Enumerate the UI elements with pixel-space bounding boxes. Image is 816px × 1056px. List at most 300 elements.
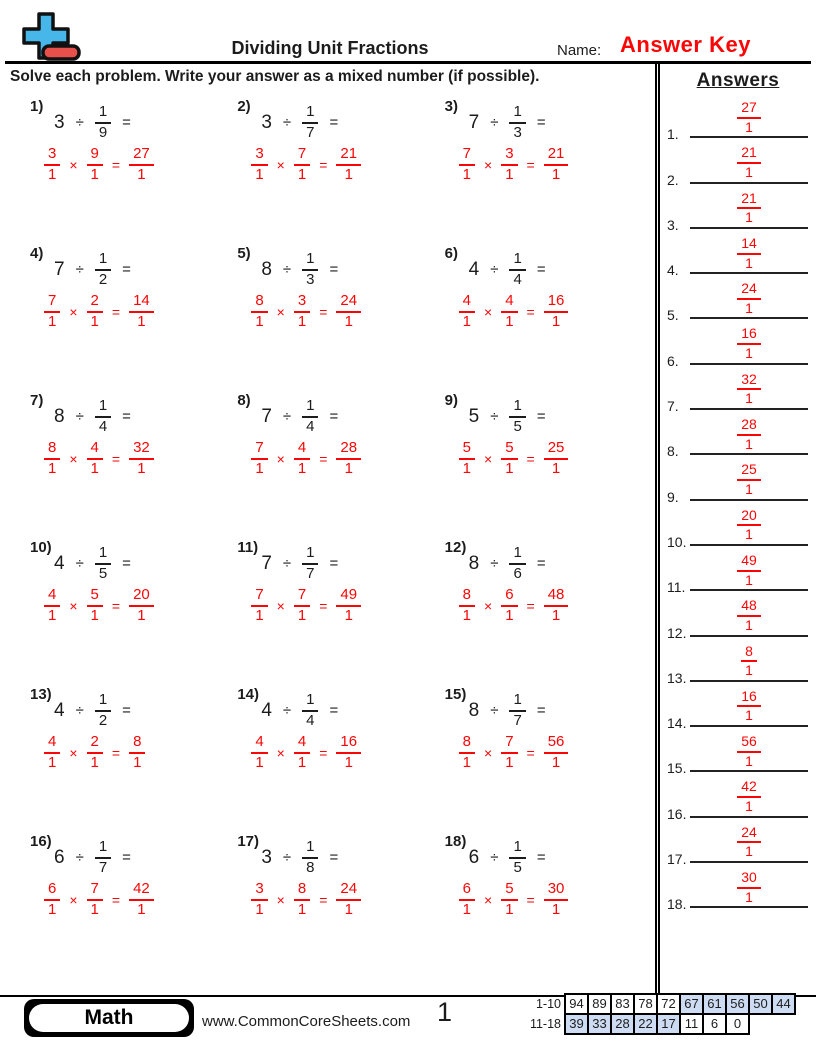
problem-item <box>237 680 444 827</box>
work-f2-numerator: 8 <box>294 881 310 901</box>
work-result-numerator: 20 <box>129 587 154 607</box>
divisor-fraction <box>302 692 318 730</box>
work-fraction-2 <box>87 881 103 919</box>
work-result-fraction <box>336 293 361 331</box>
answer-fraction <box>737 779 761 814</box>
problem-number: 5) <box>237 245 251 262</box>
answer-numerator: 24 <box>737 281 761 300</box>
answer-work <box>459 587 569 625</box>
equals-sign: = <box>536 849 546 867</box>
work-fraction-1 <box>459 881 475 919</box>
work-result-denominator: 1 <box>551 312 561 330</box>
work-fraction-1 <box>44 440 60 478</box>
divide-sign: ÷ <box>75 261 84 279</box>
answer-work <box>459 293 569 331</box>
score-cell: 94 <box>564 993 589 1015</box>
work-f2-numerator: 4 <box>294 734 310 754</box>
problem-number: 8) <box>237 392 251 409</box>
equals-sign: = <box>111 744 121 761</box>
answer-denominator: 1 <box>745 752 753 769</box>
divisor-fraction <box>302 545 318 583</box>
answer-fraction <box>741 644 757 679</box>
equals-sign: = <box>536 555 546 573</box>
work-f2-numerator: 4 <box>294 440 310 460</box>
work-result-numerator: 30 <box>544 881 569 901</box>
problem-item <box>30 92 237 239</box>
work-result-fraction <box>129 440 154 478</box>
divide-sign: ÷ <box>490 114 499 132</box>
work-f2-numerator: 7 <box>294 146 310 166</box>
website-text: www.CommonCoreSheets.com <box>202 1013 411 1030</box>
divisor-denominator: 3 <box>306 270 315 288</box>
answer-blank-line <box>690 372 808 410</box>
score-row-1 <box>528 993 796 1015</box>
page-number: 1 <box>437 997 453 1027</box>
divisor-denominator: 5 <box>513 858 522 876</box>
answer-item <box>660 324 816 369</box>
work-result-numerator: 24 <box>336 881 361 901</box>
dividend: 6 <box>468 846 480 868</box>
problem-number: 16) <box>30 833 52 850</box>
work-fraction-2 <box>87 440 103 478</box>
equals-sign: = <box>319 303 328 320</box>
answer-number: 16. <box>667 805 687 822</box>
work-f1-numerator: 3 <box>44 146 60 166</box>
problem-expression <box>261 692 338 730</box>
work-f2-numerator: 2 <box>87 734 103 754</box>
work-result-fraction <box>544 734 569 772</box>
answer-fraction <box>737 281 761 316</box>
divisor-fraction <box>509 398 525 436</box>
dividend: 8 <box>468 552 480 574</box>
work-result-fraction <box>129 881 154 919</box>
multiply-sign: × <box>484 891 493 908</box>
work-result-fraction <box>336 734 361 772</box>
problem-expression <box>261 545 338 583</box>
work-fraction-2 <box>501 146 517 184</box>
work-fraction-1 <box>251 440 267 478</box>
divisor-denominator: 6 <box>513 564 522 582</box>
dividend: 8 <box>54 405 65 427</box>
problem-expression <box>469 398 546 436</box>
work-result-numerator: 56 <box>544 734 569 754</box>
problem-item <box>445 239 652 386</box>
problem-item <box>237 386 444 533</box>
work-f2-denominator: 1 <box>297 459 307 477</box>
score-cell: 28 <box>610 1013 635 1035</box>
score-cell: 83 <box>610 993 635 1015</box>
work-f1-denominator: 1 <box>255 753 264 771</box>
work-f1-denominator: 1 <box>462 312 471 330</box>
answer-item <box>660 415 816 460</box>
answer-numerator: 28 <box>737 417 761 436</box>
divide-sign: ÷ <box>282 702 292 720</box>
answer-number: 13. <box>667 669 687 686</box>
work-f2-denominator: 1 <box>90 900 99 918</box>
work-f2-denominator: 1 <box>505 900 514 918</box>
answer-blank-line <box>690 145 808 183</box>
work-f1-numerator: 6 <box>459 881 475 901</box>
divisor-fraction <box>509 839 525 877</box>
score-cell: 22 <box>633 1013 658 1035</box>
answer-fraction <box>737 553 761 588</box>
divide-sign: ÷ <box>75 114 84 132</box>
divisor-fraction <box>302 398 318 436</box>
score-cell: 72 <box>656 993 681 1015</box>
work-fraction-1 <box>44 881 60 919</box>
dividend: 6 <box>54 846 65 868</box>
problem-number: 10) <box>30 539 52 556</box>
equals-sign: = <box>122 408 131 426</box>
answer-item <box>660 777 816 822</box>
problem-item <box>445 386 652 533</box>
score-cell: 78 <box>633 993 658 1015</box>
multiply-sign: × <box>484 450 493 467</box>
work-f1-denominator: 1 <box>48 606 57 624</box>
problem-expression <box>261 251 338 289</box>
score-cell: 67 <box>679 993 704 1015</box>
problem-item <box>445 533 652 680</box>
problem-expression <box>469 251 546 289</box>
answer-work <box>44 734 145 772</box>
work-f1-numerator: 3 <box>251 146 267 166</box>
divisor-numerator: 1 <box>509 839 525 859</box>
multiply-sign: × <box>276 156 285 173</box>
score-cell: 6 <box>702 1013 727 1035</box>
work-f2-denominator: 1 <box>505 606 514 624</box>
work-result-numerator: 21 <box>336 146 361 166</box>
work-result-numerator: 32 <box>129 440 154 460</box>
work-fraction-2 <box>87 293 103 331</box>
divide-sign: ÷ <box>490 702 499 720</box>
work-result-fraction <box>544 146 569 184</box>
answer-numerator: 20 <box>737 508 761 527</box>
answer-denominator: 1 <box>745 435 753 452</box>
score-row2-label: 11-18 <box>529 1017 561 1031</box>
divisor-numerator: 1 <box>95 398 111 418</box>
divisor-denominator: 7 <box>306 564 315 582</box>
divisor-fraction <box>302 251 318 289</box>
divisor-denominator: 9 <box>98 123 108 141</box>
answer-numerator: 24 <box>737 825 761 844</box>
work-fraction-2 <box>294 146 310 184</box>
work-fraction-2 <box>87 734 103 772</box>
equals-sign: = <box>319 891 328 908</box>
work-f2-numerator: 2 <box>87 293 103 313</box>
work-f2-numerator: 3 <box>501 146 517 166</box>
work-f1-denominator: 1 <box>48 753 57 771</box>
answer-item <box>660 687 816 732</box>
answer-numerator: 14 <box>737 236 761 255</box>
answer-denominator: 1 <box>745 209 753 226</box>
work-result-denominator: 1 <box>137 900 146 918</box>
equals-sign: = <box>111 891 121 908</box>
problem-expression <box>54 251 131 289</box>
problem-number: 9) <box>444 392 458 409</box>
work-f2-denominator: 1 <box>90 753 99 771</box>
problems-grid <box>30 92 652 974</box>
work-f1-numerator: 4 <box>44 734 60 754</box>
score-row-2 <box>528 1013 796 1035</box>
divisor-denominator: 3 <box>513 123 522 141</box>
work-result-numerator: 14 <box>129 293 154 313</box>
answer-numerator: 42 <box>737 779 761 798</box>
work-f2-numerator: 5 <box>501 440 517 460</box>
answers-list <box>660 98 816 913</box>
equals-sign: = <box>526 891 535 908</box>
answer-item <box>660 506 816 551</box>
work-result-fraction <box>544 440 569 478</box>
work-f1-numerator: 3 <box>251 881 267 901</box>
problem-item <box>237 827 444 974</box>
problem-expression <box>469 104 546 142</box>
answer-fraction <box>737 145 761 180</box>
work-f1-numerator: 4 <box>459 293 475 313</box>
work-f2-numerator: 4 <box>87 440 103 460</box>
page-title: Dividing Unit Fractions <box>231 38 429 58</box>
divisor-fraction <box>509 545 525 583</box>
work-result-numerator: 24 <box>336 293 361 313</box>
answer-item <box>660 460 816 505</box>
problem-expression <box>469 692 546 730</box>
answer-numerator: 16 <box>737 689 761 708</box>
divisor-numerator: 1 <box>95 104 111 124</box>
dividend: 7 <box>468 111 480 133</box>
divisor-denominator: 7 <box>513 711 522 729</box>
equals-sign: = <box>536 261 546 279</box>
work-f1-numerator: 5 <box>459 440 475 460</box>
divisor-denominator: 7 <box>98 858 108 876</box>
work-f1-denominator: 1 <box>462 753 471 771</box>
equals-sign: = <box>526 597 535 614</box>
answer-item <box>660 732 816 777</box>
divisor-denominator: 5 <box>513 417 522 435</box>
answer-number: 5. <box>667 307 679 324</box>
work-f1-denominator: 1 <box>255 165 264 183</box>
work-fraction-1 <box>459 293 475 331</box>
equals-sign: = <box>526 303 535 320</box>
work-f2-denominator: 1 <box>297 606 307 624</box>
work-f1-denominator: 1 <box>462 165 471 183</box>
answer-denominator: 1 <box>745 163 753 180</box>
divisor-numerator: 1 <box>509 545 525 565</box>
multiply-sign: × <box>69 156 78 173</box>
equals-sign: = <box>329 849 339 867</box>
answer-number: 9. <box>667 488 679 505</box>
answers-panel <box>655 62 816 995</box>
answer-denominator: 1 <box>745 526 753 543</box>
problem-item <box>30 239 237 386</box>
divisor-numerator: 1 <box>509 251 525 271</box>
answer-denominator: 1 <box>745 254 753 271</box>
answers-heading: Answers <box>696 70 780 91</box>
dividend: 3 <box>261 846 272 868</box>
work-result-denominator: 1 <box>551 753 561 771</box>
work-result-denominator: 1 <box>137 606 146 624</box>
answer-work <box>251 881 361 919</box>
work-f1-denominator: 1 <box>255 312 264 330</box>
problem-item <box>445 680 652 827</box>
answer-blank-line <box>690 191 808 229</box>
problem-number: 15) <box>444 686 467 703</box>
problem-item <box>30 680 237 827</box>
multiply-sign: × <box>69 450 78 467</box>
work-fraction-1 <box>459 440 475 478</box>
answer-number: 6. <box>667 352 679 369</box>
answer-blank-line <box>690 598 808 636</box>
multiply-sign: × <box>276 597 285 614</box>
answer-work <box>459 146 569 184</box>
instruction-text: Solve each problem. Write your answer as a mixed number (if possible). <box>10 68 540 85</box>
equals-sign: = <box>122 555 131 573</box>
answer-number: 7. <box>667 398 679 415</box>
multiply-sign: × <box>69 303 78 320</box>
answer-denominator: 1 <box>745 481 753 497</box>
answer-number: 8. <box>667 443 679 460</box>
answer-work <box>251 146 361 184</box>
answer-denominator: 1 <box>745 798 753 815</box>
work-f1-denominator: 1 <box>462 606 471 624</box>
score-table <box>528 993 796 1035</box>
work-result-fraction <box>544 293 569 331</box>
answer-number: 4. <box>667 262 679 279</box>
work-result-numerator: 25 <box>544 440 569 460</box>
problem-expression <box>54 839 131 877</box>
divisor-denominator: 4 <box>513 270 522 288</box>
work-fraction-2 <box>501 293 517 331</box>
answer-fraction <box>737 462 761 497</box>
answer-item <box>660 143 816 188</box>
work-f1-numerator: 4 <box>251 734 267 754</box>
problem-number: 18) <box>444 833 467 850</box>
problem-item <box>237 92 444 239</box>
work-f1-numerator: 7 <box>44 293 60 313</box>
divisor-numerator: 1 <box>509 104 525 124</box>
work-result-denominator: 1 <box>137 459 146 477</box>
work-result-numerator: 21 <box>544 146 569 166</box>
answer-fraction <box>737 417 761 452</box>
equals-sign: = <box>526 744 535 761</box>
work-result-denominator: 1 <box>551 606 561 624</box>
problem-number: 14) <box>237 686 260 703</box>
work-f2-numerator: 7 <box>501 734 517 754</box>
answer-fraction <box>737 870 761 905</box>
divide-sign: ÷ <box>75 702 84 720</box>
dividend: 7 <box>54 258 65 280</box>
answer-number: 18. <box>667 896 687 913</box>
score-cell: 44 <box>771 993 796 1015</box>
divide-sign: ÷ <box>282 849 292 867</box>
divisor-numerator: 1 <box>302 104 318 124</box>
answer-denominator: 1 <box>745 345 753 362</box>
work-result-denominator: 1 <box>137 312 146 330</box>
problem-expression <box>54 545 131 583</box>
answer-numerator: 32 <box>737 372 761 391</box>
divisor-numerator: 1 <box>95 545 111 565</box>
answer-blank-line <box>690 462 808 500</box>
work-f1-denominator: 1 <box>255 900 264 918</box>
problem-number: 17) <box>237 833 260 850</box>
answer-item <box>660 823 816 868</box>
multiply-sign: × <box>484 303 493 320</box>
answer-key-label: Answer Key <box>620 32 751 57</box>
answer-item <box>660 189 816 234</box>
equals-sign: = <box>526 156 535 173</box>
work-f2-denominator: 1 <box>505 165 514 183</box>
divisor-fraction <box>509 692 525 730</box>
answer-fraction <box>737 689 761 724</box>
divisor-numerator: 1 <box>95 692 111 712</box>
answer-work <box>44 293 154 331</box>
work-f2-numerator: 5 <box>501 881 517 901</box>
answer-number: 10. <box>667 533 687 550</box>
answer-blank-line <box>690 689 808 727</box>
answer-numerator: 27 <box>737 100 761 119</box>
divisor-numerator: 1 <box>302 545 318 565</box>
score-cell: 11 <box>679 1013 704 1035</box>
answer-fraction <box>737 100 761 135</box>
multiply-sign: × <box>276 303 285 320</box>
problem-item <box>30 386 237 533</box>
divisor-numerator: 1 <box>509 398 525 418</box>
answer-item <box>660 868 816 913</box>
answer-numerator: 49 <box>737 553 761 572</box>
problem-expression <box>54 104 131 142</box>
plus-minus-logo-icon <box>16 6 88 67</box>
equals-sign: = <box>536 702 546 720</box>
work-fraction-1 <box>459 587 475 625</box>
work-result-denominator: 1 <box>137 165 146 183</box>
answer-item <box>660 234 816 279</box>
work-fraction-2 <box>294 734 310 772</box>
answer-number: 3. <box>667 216 679 233</box>
equals-sign: = <box>319 597 328 614</box>
work-result-fraction <box>129 146 154 184</box>
work-f1-denominator: 1 <box>462 900 471 918</box>
work-fraction-2 <box>294 587 310 625</box>
work-result-denominator: 1 <box>344 165 353 183</box>
work-result-fraction <box>336 587 361 625</box>
dividend: 8 <box>261 258 272 280</box>
work-fraction-1 <box>44 734 60 772</box>
problem-item <box>237 533 444 680</box>
answer-blank-line <box>690 281 808 319</box>
work-fraction-2 <box>294 881 310 919</box>
problem-number: 11) <box>237 539 259 556</box>
dividend: 4 <box>54 699 65 721</box>
answer-fraction <box>737 598 761 633</box>
work-fraction-2 <box>294 293 310 331</box>
score-cell: 50 <box>748 993 773 1015</box>
divisor-numerator: 1 <box>302 251 318 271</box>
divide-sign: ÷ <box>75 849 84 867</box>
work-f2-numerator: 5 <box>87 587 103 607</box>
equals-sign: = <box>111 156 121 173</box>
work-result-denominator: 1 <box>344 312 353 330</box>
answer-fraction <box>737 734 761 769</box>
equals-sign: = <box>122 702 131 720</box>
work-f2-numerator: 3 <box>294 293 310 313</box>
answer-work <box>44 587 154 625</box>
work-f1-numerator: 8 <box>44 440 60 460</box>
divisor-denominator: 4 <box>98 417 108 435</box>
divisor-fraction <box>302 104 318 142</box>
divisor-denominator: 2 <box>98 270 108 288</box>
answer-fraction <box>737 236 761 271</box>
work-f1-denominator: 1 <box>48 459 57 477</box>
divide-sign: ÷ <box>490 261 499 279</box>
work-result-numerator: 16 <box>544 293 569 313</box>
